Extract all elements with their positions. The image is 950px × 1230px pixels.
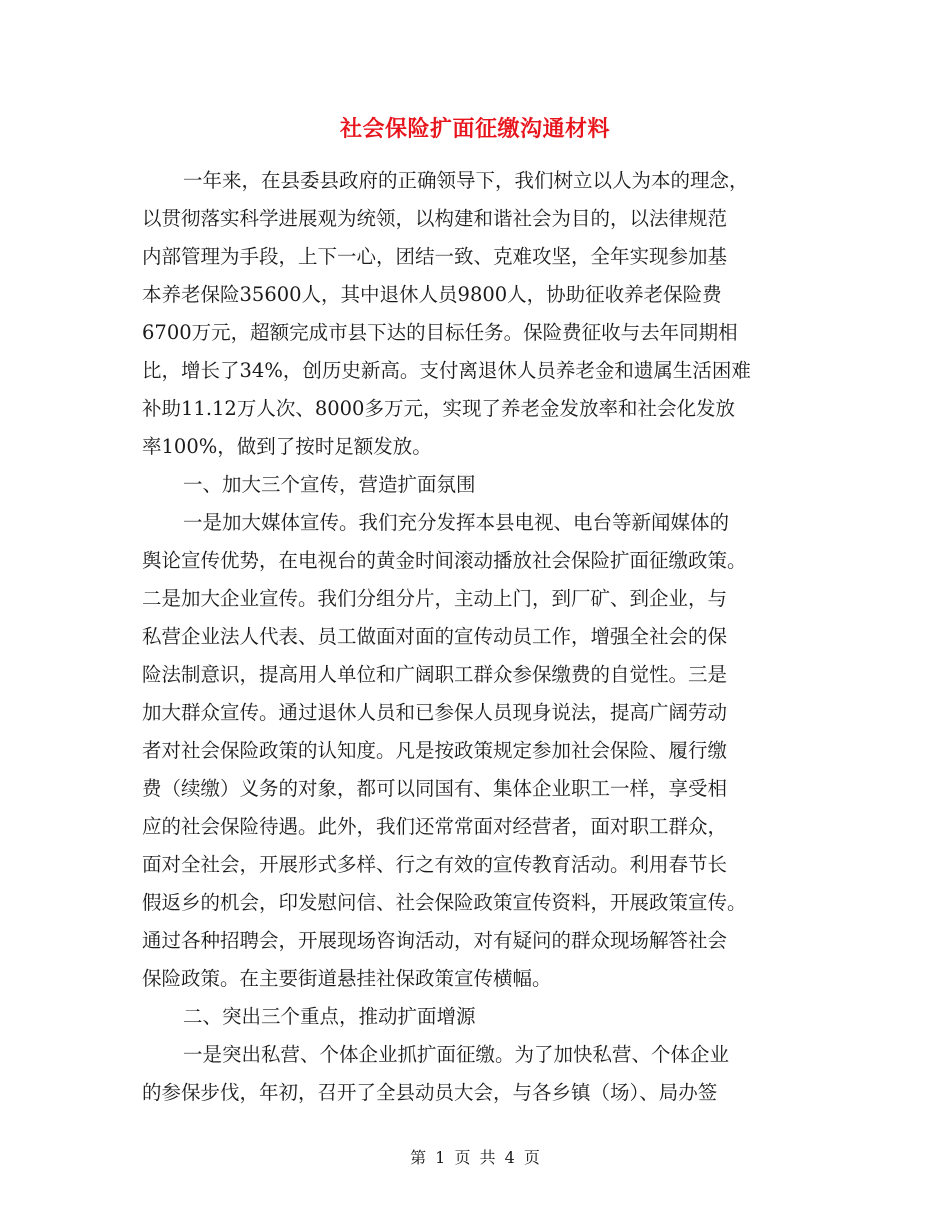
text-line: 面对全社会，开展形式多样、行之有效的宣传教育活动。利用春节长 bbox=[142, 853, 728, 876]
text-line: 6700万元，超额完成市县下达的目标任务。保险费征收与去年同期相 bbox=[142, 321, 738, 344]
text-line: 舆论宣传优势，在电视台的黄金时间滚动播放社会保险扩面征缴政策。 bbox=[142, 549, 747, 572]
text-line: 二是加大企业宣传。我们分组分片，主动上门，到厂矿、到企业，与 bbox=[142, 587, 728, 610]
text-line: 二、突出三个重点，推动扩面增源 bbox=[183, 1005, 476, 1028]
text-line: 者对社会保险政策的认知度。凡是按政策规定参加社会保险、履行缴 bbox=[142, 739, 728, 762]
text-line: 一是突出私营、个体企业抓扩面征缴。为了加快私营、个体企业 bbox=[183, 1043, 730, 1066]
text-line: 内部管理为手段，上下一心，团结一致、克难攻坚，全年实现参加基 bbox=[142, 245, 728, 268]
text-line: 加大群众宣传。通过退休人员和已参保人员现身说法，提高广阔劳动 bbox=[142, 701, 728, 724]
text-line: 私营企业法人代表、员工做面对面的宣传动员工作，增强全社会的保 bbox=[142, 625, 728, 648]
text-line: 假返乡的机会，印发慰问信、社会保险政策宣传资料，开展政策宣传。 bbox=[142, 891, 747, 914]
text-line: 一、加大三个宣传，营造扩面氛围 bbox=[183, 473, 476, 496]
text-line: 一是加大媒体宣传。我们充分发挥本县电视、电台等新闻媒体的 bbox=[183, 511, 730, 534]
text-line: 比，增长了34%，创历史新高。支付离退休人员养老金和遗属生活困难 bbox=[142, 359, 751, 382]
text-line: 险法制意识，提高用人单位和广阔职工群众参保缴费的自觉性。三是 bbox=[142, 663, 728, 686]
text-line: 补助11.12万人次、8000多万元，实现了养老金发放率和社会化发放 bbox=[142, 397, 735, 420]
text-line: 以贯彻落实科学进展观为统领，以构建和谐社会为目的，以法律规范 bbox=[142, 207, 728, 230]
text-line: 一年来，在县委县政府的正确领导下，我们树立以人为本的理念， bbox=[183, 169, 749, 192]
text-line: 的参保步伐，年初，召开了全县动员大会，与各乡镇（场）、局办签 bbox=[142, 1081, 718, 1104]
page-footer: 第 1 页 共 4 页 bbox=[410, 1148, 540, 1167]
text-line: 本养老保险35600人，其中退休人员9800人，协助征收养老保险费 bbox=[142, 283, 722, 306]
document-body bbox=[142, 162, 804, 1112]
text-line: 率100%，做到了按时足额发放。 bbox=[142, 435, 432, 458]
document-title: 社会保险扩面征缴沟通材料 bbox=[339, 116, 610, 142]
text-line: 通过各种招聘会，开展现场咨询活动，对有疑问的群众现场解答社会 bbox=[142, 929, 728, 952]
text-line: 费（续缴）义务的对象，都可以同国有、集体企业职工一样，享受相 bbox=[142, 777, 728, 800]
text-line: 应的社会保险待遇。此外，我们还常常面对经营者，面对职工群众， bbox=[142, 815, 728, 838]
text-line: 保险政策。在主要街道悬挂社保政策宣传横幅。 bbox=[142, 967, 552, 990]
